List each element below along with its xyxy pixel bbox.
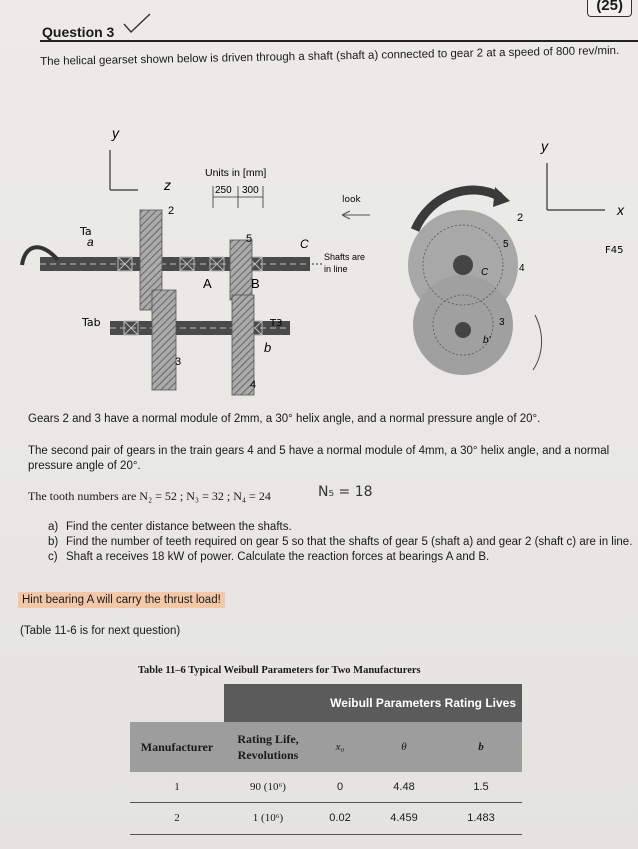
hand-f45: F45 — [605, 245, 624, 256]
hand-look: look — [342, 195, 361, 205]
question-c — [48, 550, 636, 565]
score-box: (25) — [587, 0, 632, 17]
cell-x0: 0.02 — [329, 812, 351, 824]
gear-45-specs: The second pair of gears in the train gears 4 and 5 have a normal module of 4mm, a 30° helix angle, and a normal pressure angle of 20°. — [28, 445, 610, 472]
hand-n5: N₅ = 18 — [318, 484, 373, 500]
hint-highlight: Hint bearing A will carry the thrust load! — [18, 592, 225, 608]
gear-4-label: 4 — [250, 379, 257, 391]
gear-2-label-right: 2 — [517, 212, 524, 224]
shaft-c-hub — [453, 255, 473, 275]
hand-tab: Tab — [82, 316, 101, 329]
gear-23-specs: Gears 2 and 3 have a normal module of 2mm, a 30° helix angle, and a normal pressure angle of 20°. — [28, 413, 541, 425]
question-b-text: Find the number of teeth required on gear 5 so that the shafts of gear 5 (shaft a) and gear 2 (shaft c) are in line. — [66, 536, 633, 548]
question-b — [48, 535, 636, 550]
shafts-note-line1: Shafts are — [324, 252, 366, 262]
table-row — [130, 772, 522, 802]
gear-3-label: 3 — [175, 356, 182, 368]
shafts-note-line2: in line — [324, 264, 348, 274]
intro-text: The helical gearset shown below is driven through a shaft (shaft a) connected to gear 2 at a speed of 800 rev/min. — [40, 44, 620, 68]
gear-train-end-view — [395, 135, 638, 395]
c-label-right: C — [481, 267, 489, 278]
cell-rating: 90 (10⁶) — [250, 780, 286, 793]
table-note: (Table 11-6 is for next question) — [20, 625, 181, 637]
table-group-header: Weibull Parameters Rating Lives — [224, 684, 522, 722]
y-axis-label-right: y — [541, 138, 548, 154]
shaft-b-hub — [455, 322, 471, 338]
bearing-b-label: B — [251, 276, 260, 291]
cell-manufacturer: 2 — [174, 812, 180, 824]
gear-train-side-view — [20, 120, 380, 400]
question-a — [48, 520, 636, 535]
table-caption: Table 11–6 Typical Weibull Parameters for Two Manufacturers — [138, 665, 421, 676]
question-c-label: c) — [48, 551, 58, 563]
question-a-label: a) — [48, 521, 59, 533]
gear-5 — [230, 240, 252, 300]
col-x0: x₀ — [335, 741, 345, 753]
shaft-b-label: b — [264, 340, 272, 355]
bearing-a-label: A — [203, 276, 212, 291]
col-manufacturer: Manufacturer — [140, 739, 214, 754]
gear-3-label-right: 3 — [499, 317, 505, 328]
dim-300: 300 — [242, 185, 259, 196]
col-theta: θ — [401, 741, 407, 753]
col-rating-life: Rating Life, Revolutions — [237, 732, 299, 762]
title-rule — [40, 40, 638, 42]
cell-theta: 4.459 — [390, 812, 418, 824]
gear-3 — [152, 290, 176, 390]
cell-manufacturer: 1 — [174, 780, 180, 793]
dim-250: 250 — [215, 185, 232, 196]
question-c-text: Shaft a receives 18 kW of power. Calculate the reaction forces at bearings A and B. — [66, 551, 490, 563]
gear-2-label: 2 — [168, 205, 175, 217]
shaft-a-label: a — [87, 235, 94, 249]
tooth-numbers: The tooth numbers are N₂ = 52 ; N₃ = 32 ; N₄ = 24 — [28, 489, 271, 503]
questions-list — [48, 520, 636, 565]
question-title: Question 3 — [42, 24, 115, 40]
question-b-label: b) — [48, 536, 59, 548]
checkmark-icon — [120, 10, 154, 36]
weibull-table — [130, 684, 522, 835]
cell-rating: 1 (10⁶) — [252, 812, 284, 824]
cell-b: 1.5 — [473, 780, 489, 793]
cell-x0: 0 — [336, 780, 344, 793]
col-b: b — [478, 741, 484, 753]
gear-4-label-right: 4 — [519, 263, 525, 274]
gear-5-label-right: 5 — [503, 239, 509, 250]
hand-t3: T3 — [270, 318, 283, 329]
shaft-c-label: C — [300, 237, 309, 251]
question-a-text: Find the center distance between the shafts. — [66, 521, 292, 533]
gear-5-label: 5 — [246, 233, 253, 245]
hand-ta: Ta — [80, 225, 92, 238]
x-axis-label-right: x — [617, 202, 624, 218]
y-axis-label: y — [112, 125, 119, 141]
cell-b: 1.483 — [467, 812, 495, 824]
units-label: Units in [mm] — [205, 167, 267, 179]
table-row — [130, 802, 522, 834]
z-axis-label: z — [164, 177, 171, 193]
cell-theta: 4.48 — [393, 780, 415, 793]
b-label-right: b' — [483, 335, 491, 346]
